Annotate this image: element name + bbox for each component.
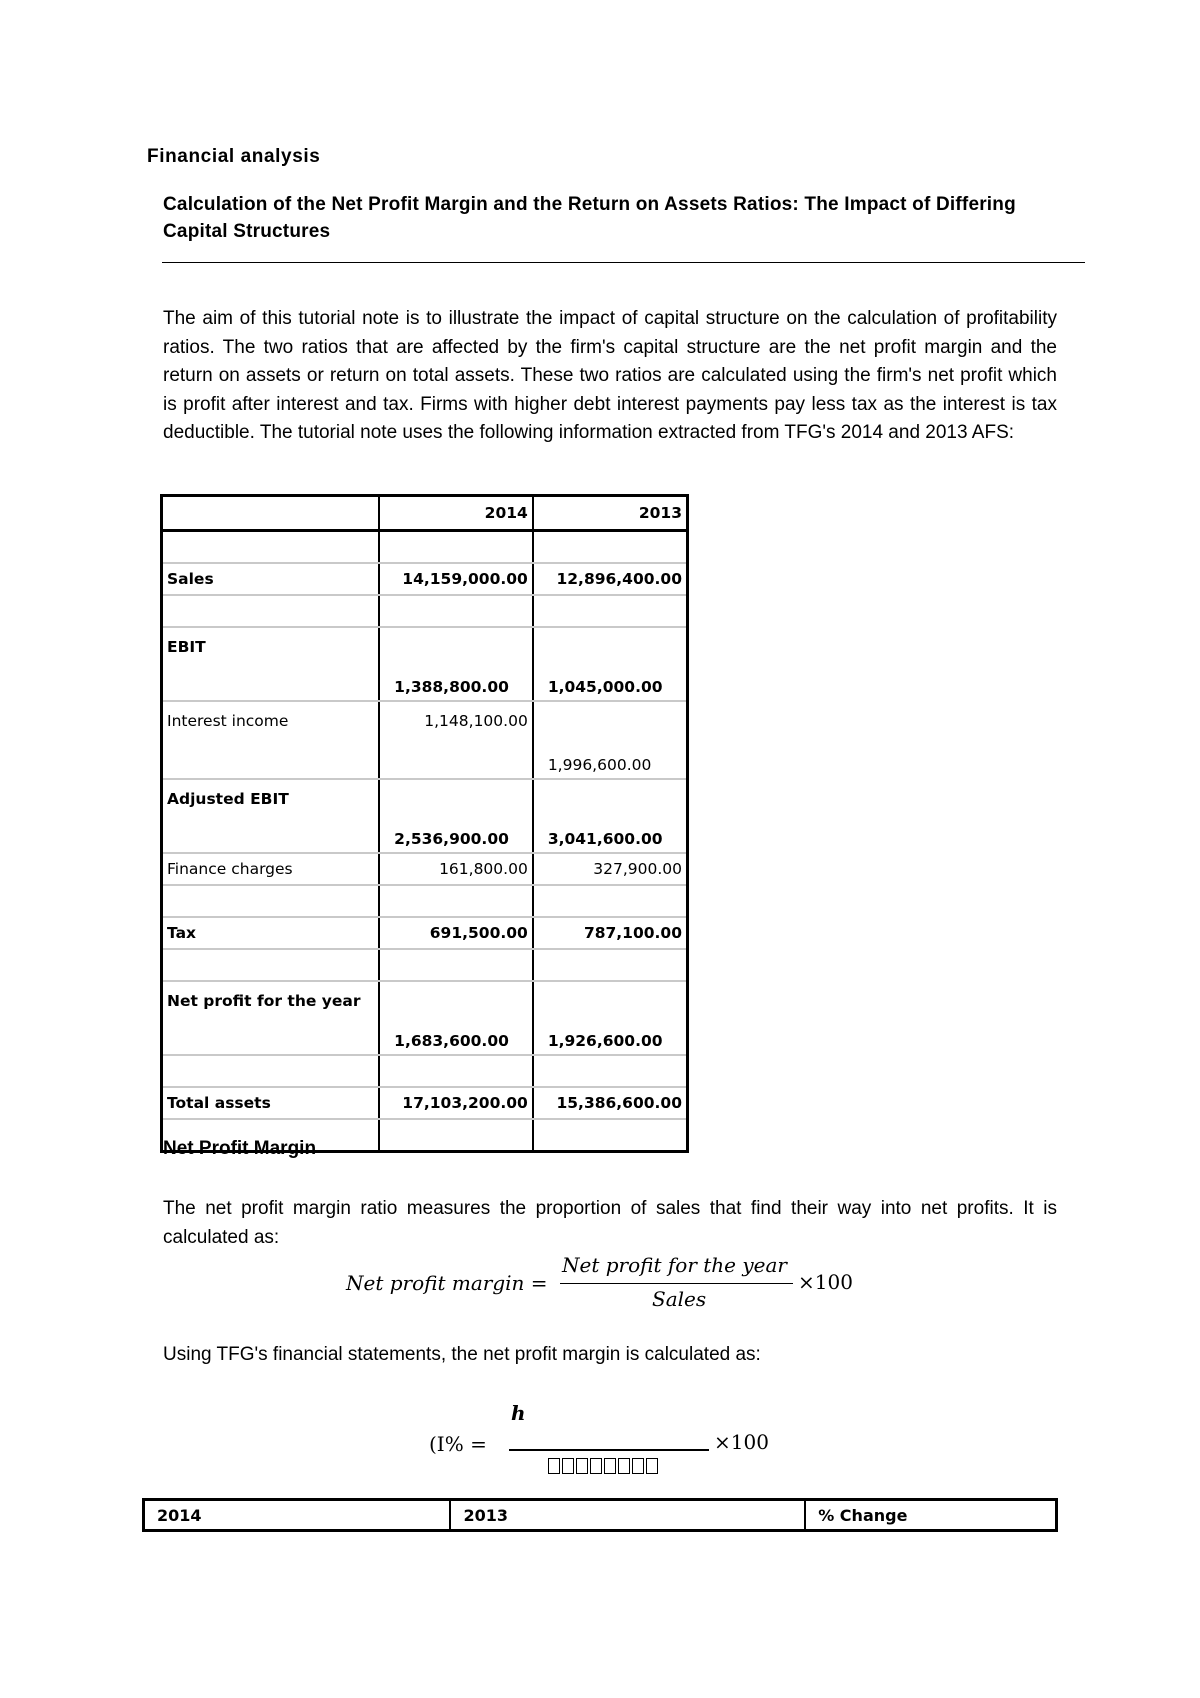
value-2014: 1,148,100.00 xyxy=(379,701,533,779)
value-2014: 14,159,000.00 xyxy=(379,563,533,595)
formula-lhs: Net profit margin = xyxy=(346,1271,548,1295)
table-row-ebit xyxy=(162,627,688,701)
value-2014: 1,388,800.00 xyxy=(379,627,533,701)
header-2014: 2014 xyxy=(379,496,533,531)
table-row-sales xyxy=(162,563,688,595)
fraction-bar-2 xyxy=(509,1449,709,1451)
header-percent-change: % Change xyxy=(818,1505,908,1525)
table-row-finance-charges xyxy=(162,853,688,885)
value-2013: 3,041,600.00 xyxy=(533,779,688,853)
header-empty-cell xyxy=(162,496,380,531)
formula-numerator: Net profit for the year xyxy=(562,1253,787,1277)
section-heading-net-profit-margin: Net Profit Margin xyxy=(163,1138,317,1159)
table-row-total-assets xyxy=(162,1087,688,1119)
formula2-lhs: (I% = xyxy=(429,1432,487,1456)
table-row-net-profit xyxy=(162,981,688,1055)
horizontal-rule xyxy=(162,262,1085,263)
row-label: EBIT xyxy=(162,627,380,701)
row-label: Total assets xyxy=(162,1087,380,1119)
row-label: Adjusted EBIT xyxy=(162,779,380,853)
table-row-tax xyxy=(162,917,688,949)
header-2014: 2014 xyxy=(144,1500,451,1531)
value-2013: 327,900.00 xyxy=(533,853,688,885)
value-2013: 15,386,600.00 xyxy=(533,1087,688,1119)
table-spacer-row xyxy=(162,531,688,564)
value-2014: 17,103,200.00 xyxy=(379,1087,533,1119)
value-2014: 691,500.00 xyxy=(379,917,533,949)
value-2013: 1,926,600.00 xyxy=(533,981,688,1055)
header-2013: 2013 xyxy=(533,496,688,531)
table-spacer-row xyxy=(162,1055,688,1087)
formula-denominator: Sales xyxy=(652,1287,707,1311)
table-spacer-row xyxy=(162,949,688,981)
row-label: Net profit for the year xyxy=(162,981,380,1055)
comparison-table xyxy=(142,1498,1058,1532)
value-2013: 787,100.00 xyxy=(533,917,688,949)
table-row-adjusted-ebit xyxy=(162,779,688,853)
table-spacer-row xyxy=(162,595,688,627)
header-2013: 2013 xyxy=(450,1500,805,1531)
npm-description xyxy=(163,1195,1057,1252)
value-2013: 1,045,000.00 xyxy=(533,627,688,701)
missing-glyph-placeholder-icon xyxy=(548,1457,660,1475)
value-2014: 161,800.00 xyxy=(379,853,533,885)
table-header-row xyxy=(162,496,688,531)
formula-multiplier: ×100 xyxy=(798,1270,853,1294)
value-2013: 1,996,600.00 xyxy=(533,701,688,779)
table-spacer-row xyxy=(162,885,688,917)
document-title: Financial analysis xyxy=(147,146,321,167)
row-label: Interest income xyxy=(162,701,380,779)
comparison-header-row xyxy=(144,1500,1057,1531)
fraction-bar xyxy=(560,1283,793,1284)
row-label: Finance charges xyxy=(162,853,380,885)
formula2-numerator: h xyxy=(511,1401,526,1425)
table-row-interest-income xyxy=(162,701,688,779)
document-subtitle: Calculation of the Net Profit Margin and the Return on Assets Ratios: The Impact of Differing Capital Structures xyxy=(163,194,1016,242)
using-text: Using TFG's financial statements, the net profit margin is calculated as: xyxy=(163,1344,761,1365)
value-2014: 1,683,600.00 xyxy=(379,981,533,1055)
npm-description-text: The net profit margin ratio measures the proportion of sales that find their way into net profits. It is calculated as: xyxy=(163,1198,1057,1248)
row-label: Sales xyxy=(162,563,380,595)
value-2013: 12,896,400.00 xyxy=(533,563,688,595)
row-label: Tax xyxy=(162,917,380,949)
value-2014: 2,536,900.00 xyxy=(379,779,533,853)
financial-data-table xyxy=(160,494,689,1153)
formula2-multiplier: ×100 xyxy=(714,1430,769,1454)
intro-paragraph xyxy=(163,305,1057,448)
intro-text: The aim of this tutorial note is to illustrate the impact of capital structure on the calculation of profitability ratios. The two ratios that are affected by the firm's capital structure are the net profit margin and the return on assets or return on total assets. These two ratios are calculated using the firm's net profit which is profit after interest and tax. Firms with higher debt interest payments pay less tax as the interest is tax deductible. The tutorial note uses the following information extracted from TFG's 2014 and 2013 AFS: xyxy=(163,308,1057,443)
